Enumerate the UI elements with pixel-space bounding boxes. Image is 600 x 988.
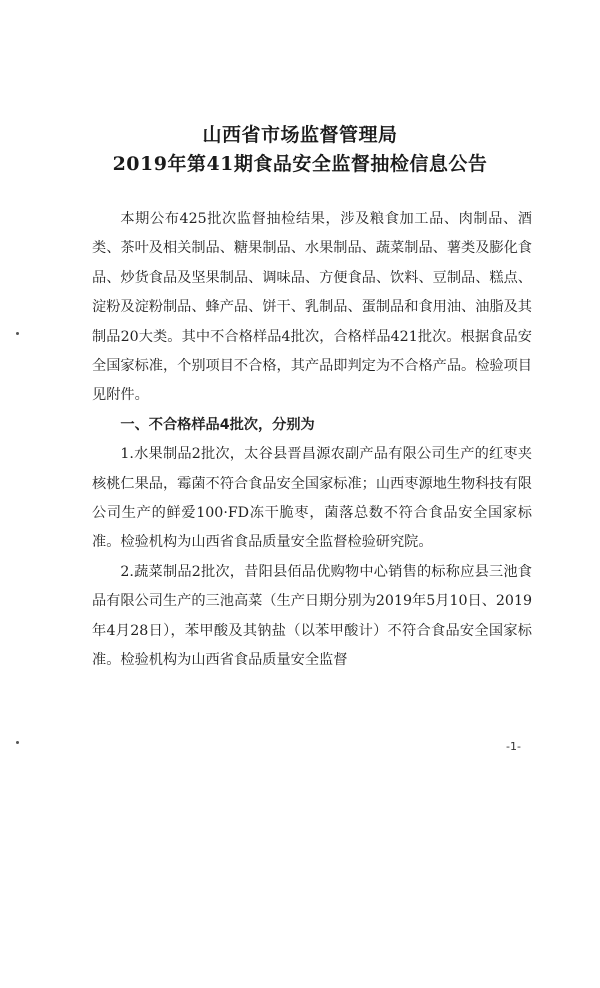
item-paragraph-1: 1.水果制品2批次，太谷县晋昌源农副产品有限公司生产的红枣夹核桃仁果品，霉菌不符合食品安全国家标准；山西枣源地生物科技有限公司生产的鲜爱100·FD冻干脆枣，菌落总数不符合食品安全国家标准。检验机构为山西省食品质量安全监督检验研究院。 bbox=[92, 446, 532, 551]
document-body bbox=[92, 205, 532, 676]
page-number: -1- bbox=[506, 740, 521, 753]
document-title-line2: 2019年第41期食品安全监督抽检信息公告 bbox=[112, 153, 488, 175]
scan-speck-mark bbox=[16, 741, 19, 744]
document-title-line1: 山西省市场监督管理局 bbox=[202, 124, 398, 146]
section-heading-unqualified: 一、不合格样品4批次，分别为 bbox=[120, 416, 315, 433]
scan-speck-mark bbox=[16, 332, 19, 335]
intro-paragraph: 本期公布425批次监督抽检结果，涉及粮食加工品、肉制品、酒类、茶叶及相关制品、糖果制品、水果制品、蔬菜制品、薯类及膨化食品、炒货食品及坚果制品、调味品、方便食品、饮料、豆制品、糕点、淀粉及淀粉制品、蜂产品、饼干、乳制品、蛋制品和食用油、油脂及其制品20大类。其中不合格样品4批次，合格样品421批次。根据食品安全国家标准，个别项目不合格，其产品即判定为不合格产品。检验项目见附件。 bbox=[92, 211, 532, 404]
item-paragraph-2: 2.蔬菜制品2批次，昔阳县佰品优购物中心销售的标称应县三池食品有限公司生产的三池高菜（生产日期分别为2019年5月10日、2019年4月28日），苯甲酸及其钠盐（以苯甲酸计）不符合食品安全国家标准。检验机构为山西省食品质量安全监督 bbox=[92, 563, 532, 669]
